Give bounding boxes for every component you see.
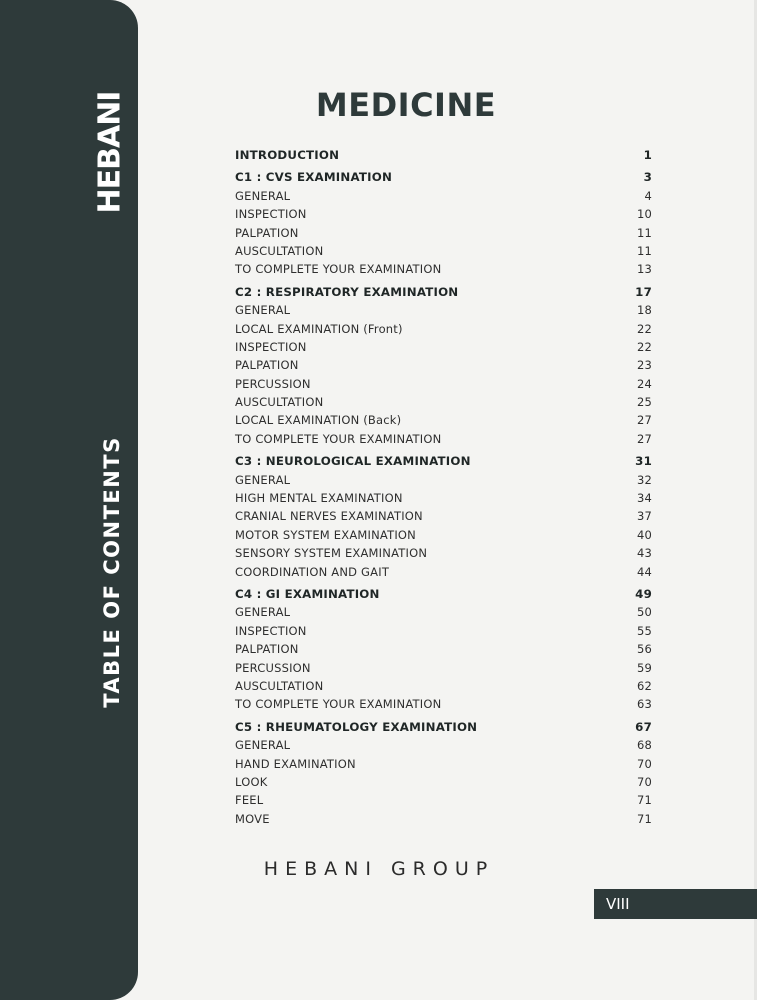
toc-entry-page: 49 — [635, 586, 652, 601]
sidebar-section-title — [92, 436, 132, 708]
toc-entry-row[interactable] — [235, 757, 652, 775]
toc-entry-row[interactable] — [235, 340, 652, 358]
toc-entry-label: GENERAL — [235, 605, 291, 620]
brand-logo-text: HEBANI — [92, 91, 128, 213]
toc-entry-label: LOCAL EXAMINATION (Back) — [235, 413, 402, 428]
toc-entry-label: TO COMPLETE YOUR EXAMINATION — [235, 697, 442, 712]
toc-entry-page: 23 — [636, 358, 652, 373]
toc-entry-label: GENERAL — [235, 303, 291, 318]
toc-chapter-row[interactable] — [235, 148, 652, 166]
toc-entry-page: 44 — [636, 564, 652, 579]
toc-entry-row[interactable] — [235, 262, 652, 280]
toc-entry-row[interactable] — [235, 528, 652, 546]
toc-entry-page: 62 — [636, 678, 652, 693]
toc-entry-row[interactable] — [235, 565, 652, 583]
toc-entry-label: SENSORY SYSTEM EXAMINATION — [235, 546, 428, 561]
toc-entry-label: AUSCULTATION — [235, 678, 324, 693]
toc-entry-label: LOCAL EXAMINATION (Front) — [235, 321, 403, 336]
toc-entry-label: C4 : GI EXAMINATION — [235, 586, 380, 601]
toc-chapter-row[interactable] — [235, 170, 652, 188]
toc-entry-page: 4 — [644, 188, 652, 203]
toc-entry-label: GENERAL — [235, 472, 291, 487]
toc-entry-row[interactable] — [235, 509, 652, 527]
toc-entry-row[interactable] — [235, 226, 652, 244]
toc-entry-page: 32 — [636, 472, 652, 487]
toc-entry-label: GENERAL — [235, 188, 291, 203]
toc-entry-label: GENERAL — [235, 738, 291, 753]
toc-entry-page: 27 — [636, 413, 652, 428]
toc-entry-page: 37 — [636, 509, 652, 524]
toc-entry-page: 43 — [636, 546, 652, 561]
footer-brand: HEBANI GROUP — [263, 858, 495, 880]
toc-entry-page: 71 — [636, 811, 652, 826]
toc-chapter-row[interactable] — [235, 285, 652, 303]
page-title: MEDICINE — [315, 86, 497, 124]
toc-entry-label: HIGH MENTAL EXAMINATION — [235, 491, 403, 506]
toc-entry-label: TO COMPLETE YOUR EXAMINATION — [235, 262, 442, 277]
toc-entry-page: 34 — [636, 491, 652, 506]
toc-entry-row[interactable] — [235, 189, 652, 207]
toc-entry-row[interactable] — [235, 395, 652, 413]
toc-entry-page: 17 — [635, 284, 652, 299]
toc-chapter-row[interactable] — [235, 454, 652, 472]
toc-entry-row[interactable] — [235, 322, 652, 340]
toc-entry-page: 71 — [636, 793, 652, 808]
table-of-contents — [235, 148, 652, 830]
toc-chapter-row[interactable] — [235, 587, 652, 605]
toc-entry-row[interactable] — [235, 624, 652, 642]
toc-entry-label: PALPATION — [235, 225, 299, 240]
toc-entry-page: 22 — [636, 321, 652, 336]
toc-entry-row[interactable] — [235, 491, 652, 509]
toc-entry-label: CRANIAL NERVES EXAMINATION — [235, 509, 423, 524]
toc-entry-row[interactable] — [235, 679, 652, 697]
toc-entry-page: 11 — [636, 225, 652, 240]
toc-entry-label: MOVE — [235, 811, 270, 826]
toc-entry-label: INSPECTION — [235, 623, 307, 638]
toc-entry-row[interactable] — [235, 473, 652, 491]
toc-entry-label: C3 : NEUROLOGICAL EXAMINATION — [235, 454, 471, 469]
toc-entry-row[interactable] — [235, 207, 652, 225]
toc-entry-label: PERCUSSION — [235, 376, 311, 391]
toc-entry-page: 10 — [636, 207, 652, 222]
toc-entry-row[interactable] — [235, 244, 652, 262]
toc-entry-label: PALPATION — [235, 358, 299, 373]
toc-entry-page: 55 — [636, 623, 652, 638]
toc-entry-row[interactable] — [235, 642, 652, 660]
toc-entry-row[interactable] — [235, 303, 652, 321]
toc-entry-page: 70 — [636, 756, 652, 771]
toc-entry-label: PERCUSSION — [235, 660, 311, 675]
page-number-tab — [594, 889, 757, 919]
toc-entry-page: 70 — [636, 774, 652, 789]
toc-entry-label: INTRODUCTION — [235, 148, 340, 162]
toc-entry-page: 56 — [636, 642, 652, 657]
toc-entry-page: 18 — [636, 303, 652, 318]
toc-entry-label: TO COMPLETE YOUR EXAMINATION — [235, 431, 442, 446]
toc-entry-label: LOOK — [235, 774, 268, 789]
sidebar-section-title-text: TABLE OF CONTENTS — [100, 436, 125, 708]
toc-entry-row[interactable] — [235, 432, 652, 450]
toc-entry-page: 1 — [643, 148, 652, 162]
toc-entry-page: 27 — [636, 431, 652, 446]
toc-entry-page: 13 — [636, 262, 652, 277]
toc-entry-page: 40 — [636, 527, 652, 542]
toc-entry-page: 63 — [636, 697, 652, 712]
toc-entry-row[interactable] — [235, 775, 652, 793]
toc-entry-page: 22 — [636, 339, 652, 354]
toc-entry-row[interactable] — [235, 793, 652, 811]
toc-entry-label: AUSCULTATION — [235, 395, 324, 410]
toc-entry-page: 31 — [635, 454, 652, 469]
toc-entry-page: 59 — [636, 660, 652, 675]
toc-entry-row[interactable] — [235, 546, 652, 564]
toc-entry-row[interactable] — [235, 812, 652, 830]
toc-entry-label: FEEL — [235, 793, 264, 808]
toc-entry-row[interactable] — [235, 605, 652, 623]
toc-entry-page: 24 — [636, 376, 652, 391]
toc-entry-label: INSPECTION — [235, 207, 307, 222]
toc-entry-row[interactable] — [235, 738, 652, 756]
toc-entry-label: AUSCULTATION — [235, 243, 324, 258]
toc-entry-page: 11 — [636, 243, 652, 258]
toc-entry-row[interactable] — [235, 413, 652, 431]
toc-entry-label: MOTOR SYSTEM EXAMINATION — [235, 527, 416, 542]
toc-entry-label: INSPECTION — [235, 339, 307, 354]
toc-entry-page: 25 — [636, 395, 652, 410]
toc-entry-page: 50 — [636, 605, 652, 620]
toc-entry-row[interactable] — [235, 661, 652, 679]
toc-entry-label: C2 : RESPIRATORY EXAMINATION — [235, 284, 459, 299]
toc-entry-row[interactable] — [235, 358, 652, 376]
toc-entry-label: PALPATION — [235, 642, 299, 657]
page-number: VIII — [606, 895, 630, 913]
toc-entry-label: HAND EXAMINATION — [235, 756, 356, 771]
toc-chapter-row[interactable] — [235, 720, 652, 738]
toc-entry-label: C5 : RHEUMATOLOGY EXAMINATION — [235, 719, 478, 734]
toc-entry-page: 68 — [636, 738, 652, 753]
toc-entry-label: C1 : CVS EXAMINATION — [235, 170, 393, 185]
toc-entry-page: 67 — [635, 719, 652, 734]
brand-logo — [90, 91, 130, 213]
toc-entry-label: COORDINATION AND GAIT — [235, 564, 390, 579]
toc-entry-row[interactable] — [235, 697, 652, 715]
sidebar — [0, 0, 138, 1000]
toc-entry-row[interactable] — [235, 377, 652, 395]
toc-entry-page: 3 — [643, 170, 652, 185]
